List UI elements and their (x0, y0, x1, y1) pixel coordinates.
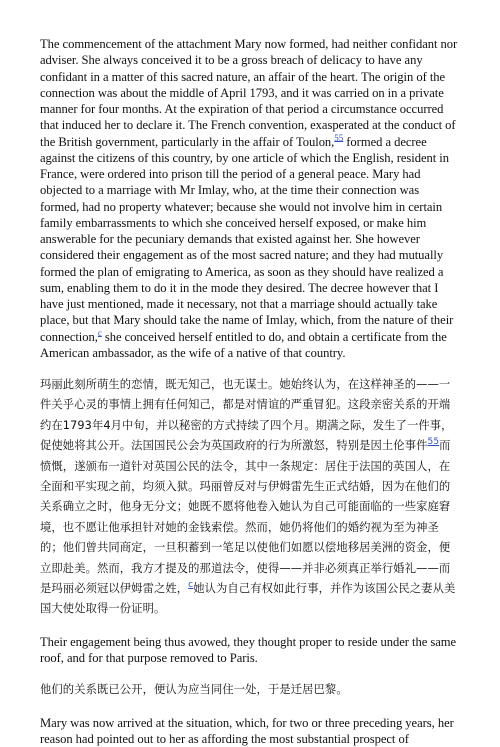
footnote-link-55[interactable]: 55 (334, 132, 344, 143)
paragraph-text: 而愤慨，遂颁布一道针对英国公民的法令，其中一条规定：居住于法国的英国人，在全面和平实现之前，均须入狱。玛丽曾反对与伊姆雷先生正式结婚，因为在他们的关系确立之时，他身无分文；她既不愿将他卷入她认为自己可能面临的一些家庭窘境，也不愿让他承担针对她的金钱索偿。然而，她仍将他们的婚约视为至为神圣的；他们曾共同商定，一旦积蓄到一笔足以使他们如愿以偿地移居美洲的资金，便立即赴美。然而，我方才提及的那道法令，使得——并非必须真正举行婚礼——而是玛丽必须冠以伊姆雷之姓， (40, 439, 451, 596)
paragraph-text: 她认为自己有权如此行事，并作为该国公民之妻从美国大使处取得一份证明。 (40, 582, 456, 616)
footnote-link-c[interactable]: c (97, 327, 102, 338)
footnote-link-55[interactable]: 55 (427, 437, 440, 448)
paragraph-text: 他们的关系既已公开，便认为应当同住一处，于是迁居巴黎。 (40, 683, 348, 697)
paragraph-text: The commencement of the attachment Mary now formed, had neither confidant nor adviser. She always conceived it to be a gross breach of delicacy to have any confidant in a matter of this sacred nature, an affair of the heart. The origin of the connection was about the middle of April 1793, and it was carried on in a private manner for four months. At the expiration of that period a circumstance occurred that induced her to declare it. The French convention, exasperated at the conduct of the British government, particularly in the affair of Toulon, (40, 37, 458, 149)
paragraph-text: Their engagement being thus avowed, they thought proper to reside under the same roof, and for that purpose removed to Paris. (40, 634, 457, 666)
paragraph-text: Mary was now arrived at the situation, which, for two or three preceding years, her reason had pointed out to her as affording the most substantial prospect of (40, 715, 454, 747)
paragraph-chinese-1 (40, 375, 460, 620)
footnote-link-c[interactable]: c (188, 580, 194, 591)
paragraph-english-1 (40, 36, 460, 361)
paragraph-text: she conceived herself entitled to do, and obtain a certificate from the American ambassador, as the wife of a native of that country. (40, 329, 447, 360)
paragraph-text: 玛丽此刻所萌生的恋情，既无知己，也无谋士。她始终认为，在这样神圣的——一件关乎心灵的事情上拥有任何知己，都是对情谊的严重冒犯。这段亲密关系的开端约在1793年4月中旬，并以秘密的方式持续了四个月。期满之际，发生了一件事，促使她将其公开。法国国民公会为英国政府的行为所激怒，特别是因土伦事件 (40, 378, 453, 453)
paragraph-english-2 (40, 634, 460, 667)
paragraph-text: formed a decree against the citizens of this country, by one article of which the English, resident in France, were ordered into prison till the period of a general peace. Mary had objected to a marriage with Mr Imlay, who, at the time their connection was formed, had no property whatever; because she would not involve him in certain family embarrassments to which she conceived herself exposed, or make him answerable for the pecuniary demands that existed against her. She however considered their engagement as of the most sacred nature; and they had mutually formed the plan of emigrating to America, as soon as they should have realized a sum, enabling them to do it in the mode they desired. The decree however that I have just mentioned, made it necessary, not that a marriage should actually take place, but that Mary should take the name of Imlay, which, from the nature of their connection, (40, 134, 454, 344)
paragraph-chinese-2 (40, 680, 460, 700)
paragraph-english-3 (40, 715, 460, 747)
